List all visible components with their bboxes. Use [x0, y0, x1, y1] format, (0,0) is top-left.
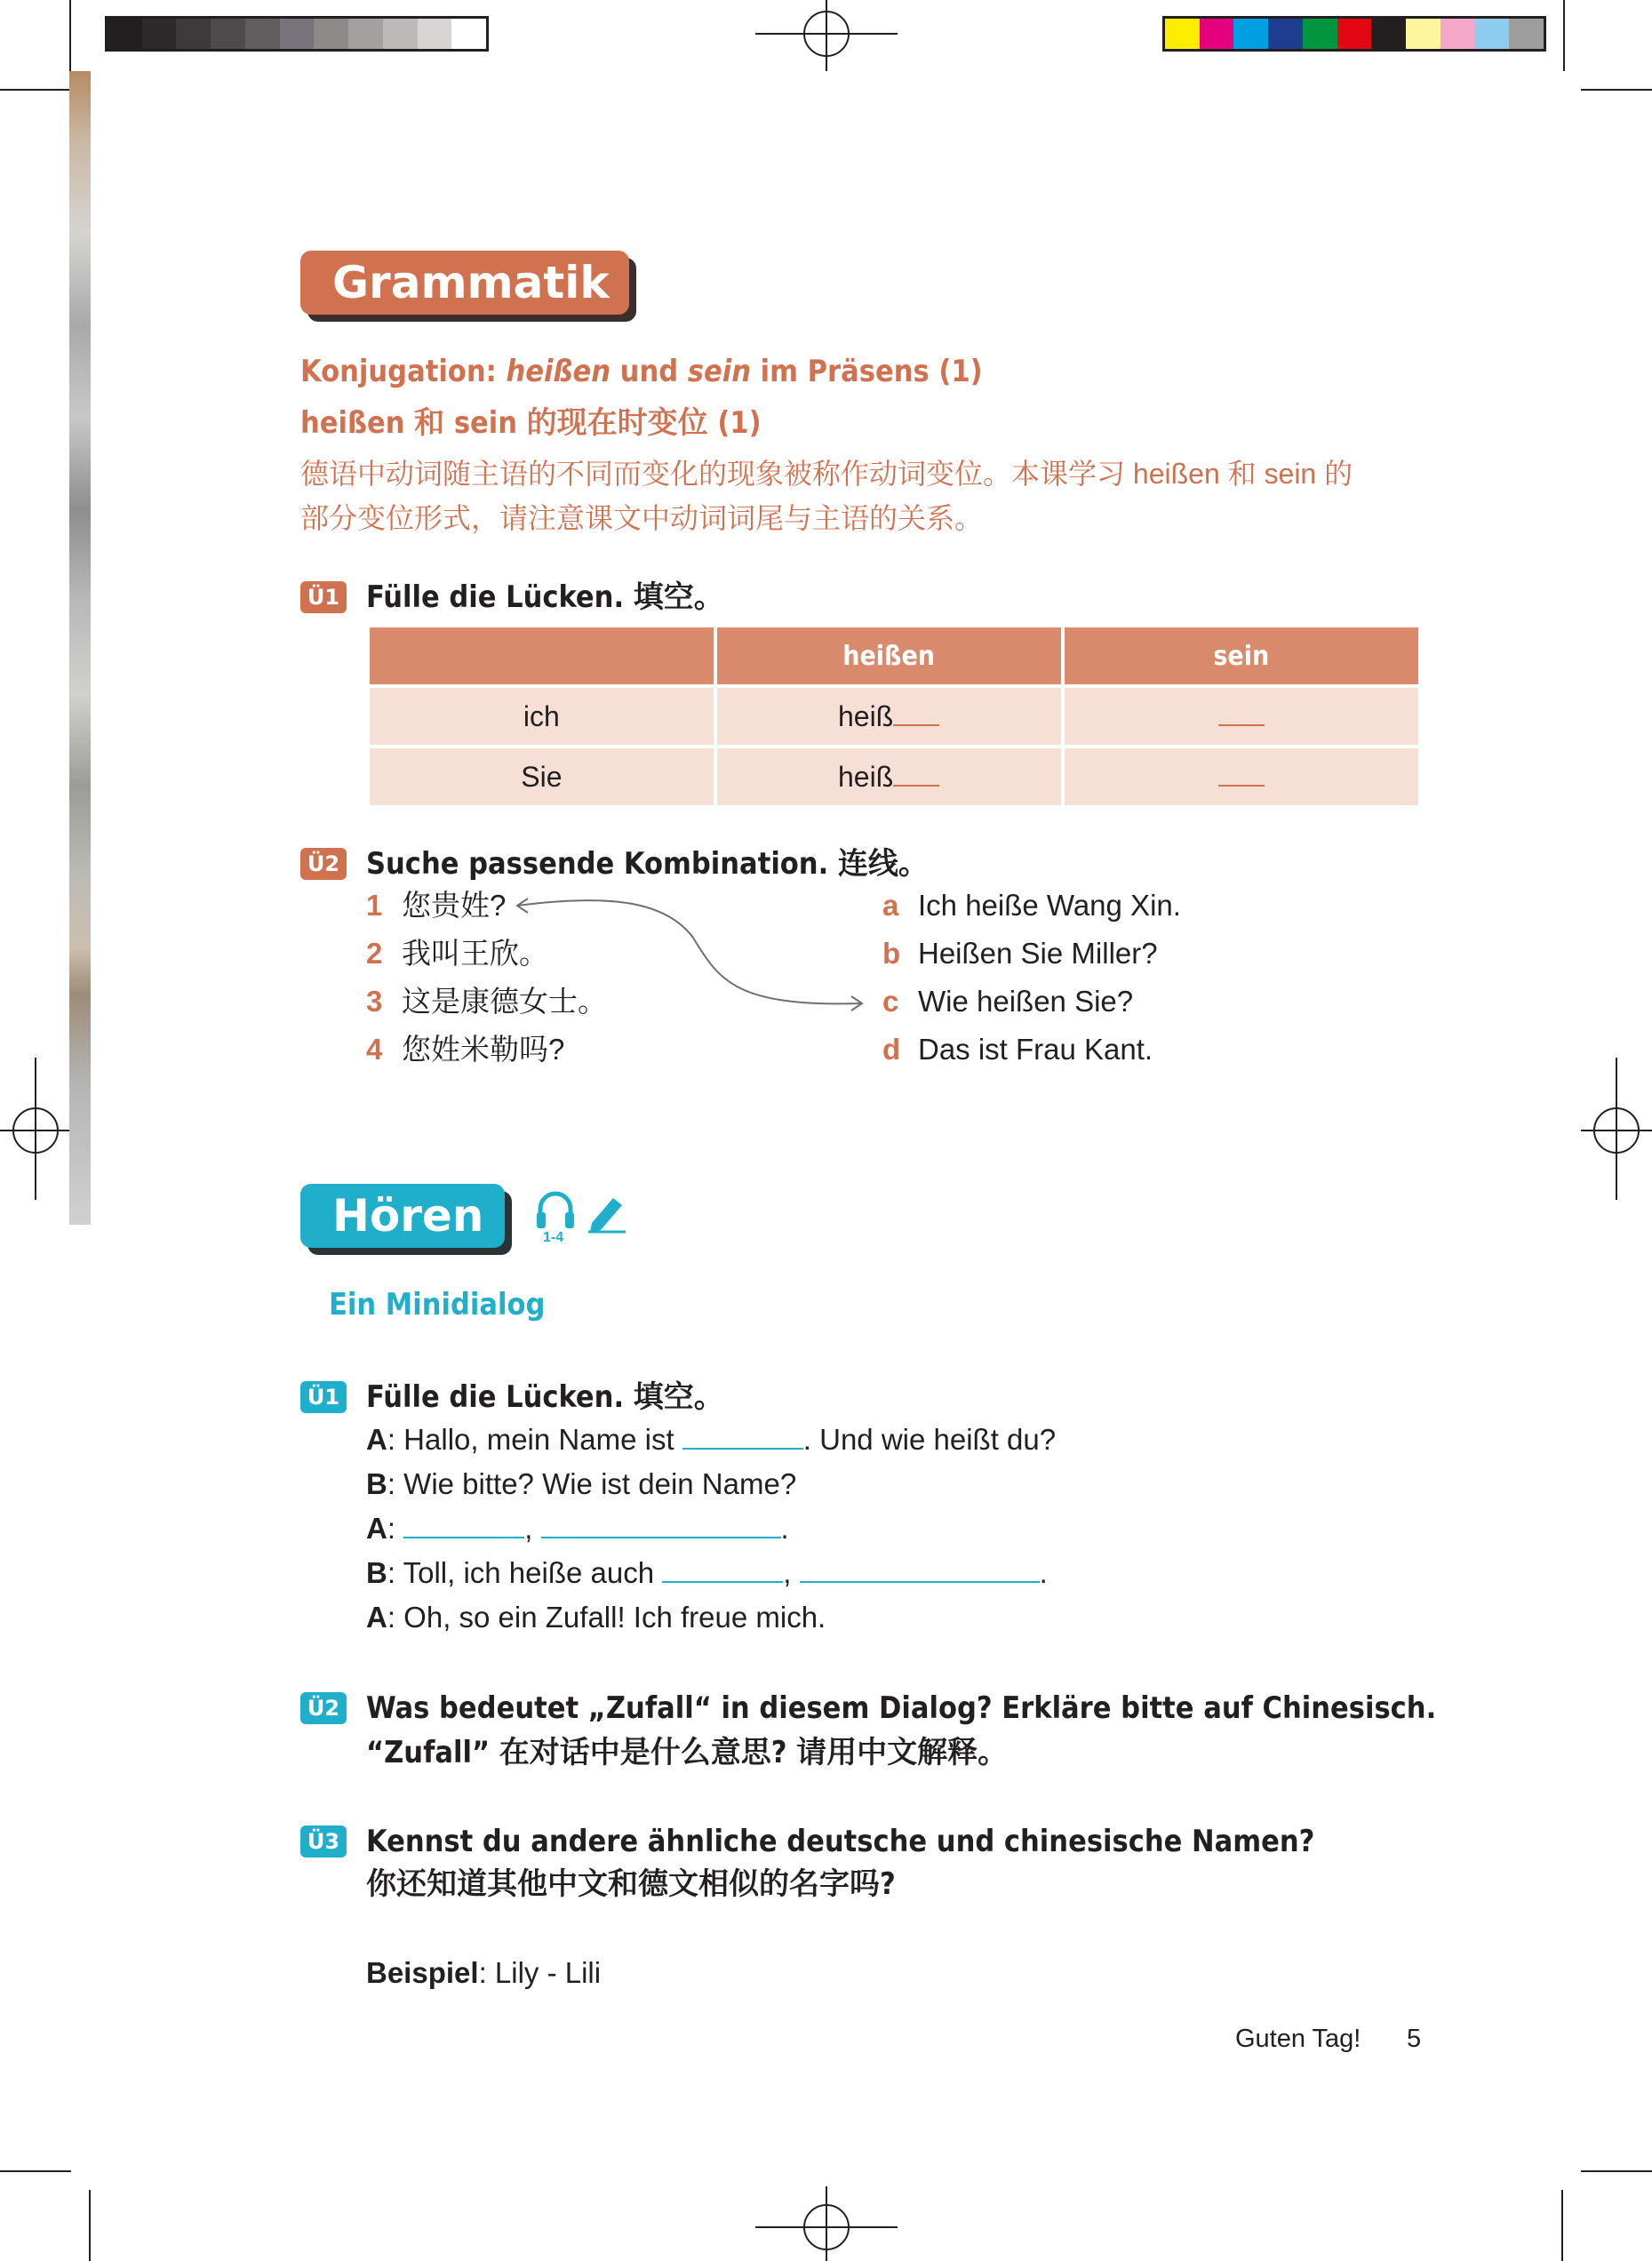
conjugation-table — [366, 624, 1422, 809]
color-patch — [1441, 19, 1475, 49]
verb-stem: heiß — [838, 760, 894, 793]
fill-blank[interactable] — [682, 1421, 803, 1450]
item-text: Das ist Frau Kant. — [918, 1033, 1153, 1066]
dialog-line — [366, 1418, 1056, 1462]
match-right-item[interactable] — [882, 934, 1158, 973]
line-text: : Wie bitte? Wie ist dein Name? — [387, 1467, 797, 1500]
color-patch — [348, 19, 383, 49]
item-text: 这是康德女士。 — [402, 985, 607, 1018]
pencil-icon — [585, 1191, 627, 1234]
color-patch — [1268, 19, 1303, 49]
crop-mark — [69, 0, 71, 71]
item-text: Wie heißen Sie? — [918, 985, 1134, 1018]
fill-blank[interactable] — [893, 701, 939, 726]
exercise-badge: Ü3 — [300, 1826, 347, 1858]
match-right-item[interactable] — [882, 982, 1133, 1021]
speaker: A — [366, 1512, 387, 1545]
heissen-cell — [717, 688, 1061, 745]
line-text: : Hallo, mein Name ist — [387, 1423, 682, 1456]
match-left-item[interactable] — [366, 1030, 564, 1069]
verb-stem: heiß — [838, 699, 894, 732]
fill-blank[interactable] — [800, 1554, 1040, 1583]
color-patch — [418, 19, 452, 49]
subject-cell: Sie — [370, 748, 714, 805]
color-patch — [1165, 19, 1200, 49]
exercise-title: Was bedeutet „Zufall“ in diesem Dialog? Erkläre bitte auf Chinesisch. — [366, 1690, 1437, 1726]
table-header: heißen — [717, 627, 1061, 684]
color-patch — [1371, 19, 1406, 49]
dialog-line: B: Toll, ich heiße auch , . — [366, 1556, 1048, 1589]
line-text: . Und wie heißt du? — [802, 1423, 1057, 1456]
grammatik-banner: Grammatik — [300, 251, 629, 315]
item-text: Ich heiße Wang Xin. — [918, 889, 1181, 922]
item-text: 我叫王欣。 — [402, 937, 548, 970]
exercise-title: Suche passende Kombination. 连线。 — [366, 846, 929, 882]
heading-verb-sein: sein — [687, 354, 752, 389]
registration-mark-line — [826, 2186, 827, 2261]
crop-mark — [1581, 89, 1652, 91]
item-number: 3 — [366, 985, 383, 1018]
fill-blank[interactable] — [403, 1510, 524, 1538]
color-patch — [1303, 19, 1337, 49]
fill-blank[interactable] — [893, 762, 939, 787]
fill-blank[interactable] — [662, 1554, 783, 1583]
line-text: : Oh, so ein Zufall! Ich freue mich. — [387, 1601, 826, 1634]
match-right-item[interactable] — [882, 1030, 1153, 1069]
crop-mark — [0, 2170, 71, 2172]
color-patch — [383, 19, 418, 49]
sein-cell — [1065, 688, 1419, 745]
item-text: 您姓米勒吗? — [402, 1033, 565, 1066]
item-letter: d — [882, 1033, 901, 1066]
fill-blank[interactable] — [1218, 762, 1265, 787]
table-header-row — [370, 627, 1418, 684]
color-patch — [1509, 19, 1544, 49]
table-row — [370, 688, 1418, 745]
exercise-badge: Ü2 — [300, 848, 347, 880]
color-patch — [1337, 19, 1372, 49]
crop-mark — [89, 2190, 91, 2261]
example-text: : Lily - Lili — [478, 1956, 602, 1989]
crop-mark — [0, 89, 71, 91]
bleed-photo-strip — [69, 71, 91, 1225]
item-number: 1 — [366, 889, 383, 922]
headphones-icon[interactable] — [533, 1189, 578, 1234]
color-patch — [314, 19, 348, 49]
grayscale-bar — [105, 16, 489, 52]
exercise-title-chinese: 你还知道其他中文和德文相似的名字吗? — [366, 1866, 896, 1902]
table-header — [370, 627, 714, 684]
hoeren-subtitle: Ein Minidialog — [329, 1287, 546, 1322]
exercise-badge: Ü1 — [300, 581, 347, 613]
match-left-item[interactable] — [366, 886, 506, 925]
speaker: B — [366, 1467, 387, 1500]
heading-mid: und — [611, 354, 688, 389]
exercise-badge: Ü2 — [300, 1692, 347, 1724]
item-letter: c — [882, 985, 899, 1018]
grammar-heading-chinese: heißen 和 sein 的现在时变位 (1) — [300, 405, 762, 441]
color-patch — [142, 19, 177, 49]
audio-track-number: 1-4 — [543, 1230, 564, 1245]
exercise-title-chinese: “Zufall” 在对话中是什么意思? 请用中文解释。 — [366, 1735, 1009, 1770]
heissen-cell — [717, 748, 1061, 805]
color-patch — [451, 19, 486, 49]
exercise-title: Fülle die Lücken. 填空。 — [366, 1379, 724, 1415]
color-patch — [1406, 19, 1441, 49]
fill-blank[interactable] — [541, 1510, 781, 1538]
table-row — [370, 748, 1418, 805]
grammar-heading — [300, 354, 983, 389]
example-connector-arrow — [507, 893, 880, 1022]
speaker: A — [366, 1601, 387, 1634]
color-patch — [1475, 19, 1510, 49]
table-header: sein — [1065, 627, 1419, 684]
speaker: A — [366, 1423, 387, 1456]
example-line — [366, 1951, 601, 1995]
item-number: 4 — [366, 1033, 383, 1066]
item-text: 您贵姓? — [402, 889, 507, 922]
running-footer-title: Guten Tag! — [1235, 2025, 1361, 2053]
match-right-item[interactable] — [882, 886, 1181, 925]
crop-mark — [1563, 0, 1565, 71]
item-text: Heißen Sie Miller? — [918, 937, 1158, 970]
subject-cell: ich — [370, 688, 714, 745]
item-letter: a — [882, 889, 899, 922]
speaker: B — [366, 1556, 387, 1589]
color-patch — [1233, 19, 1268, 49]
crop-mark — [1561, 2190, 1563, 2261]
heading-suffix: im Präsens (1) — [751, 354, 983, 389]
registration-mark-line — [1616, 1058, 1617, 1200]
heading-prefix: Konjugation: — [300, 354, 507, 389]
exercise-title: Fülle die Lücken. 填空。 — [366, 579, 724, 615]
color-patch — [245, 19, 280, 49]
color-patch — [176, 19, 211, 49]
dialog-line — [366, 1595, 826, 1640]
color-bar — [1162, 16, 1546, 52]
exercise-badge: Ü1 — [300, 1381, 347, 1413]
fill-blank[interactable] — [1218, 701, 1265, 726]
registration-mark-line — [826, 0, 827, 71]
color-patch — [1200, 19, 1234, 49]
dialog-line — [366, 1462, 796, 1506]
exercise-title: Kennst du andere ähnliche deutsche und chinesische Namen? — [366, 1824, 1315, 1859]
dialog-line: A: , . — [366, 1512, 789, 1545]
color-patch — [211, 19, 245, 49]
sein-cell — [1065, 748, 1419, 805]
hoeren-banner: Hören — [300, 1184, 505, 1248]
item-letter: b — [882, 937, 901, 970]
grammar-intro-line1: 德语中动词随主语的不同而变化的现象被称作动词变位。本课学习 heißen 和 sein 的 — [300, 458, 1353, 490]
crop-mark — [1581, 2170, 1652, 2172]
heading-verb-heissen: heißen — [506, 354, 611, 389]
line-text: : — [387, 1512, 396, 1545]
registration-mark-line — [35, 1058, 36, 1200]
line-text: : Toll, ich heiße auch — [387, 1556, 655, 1589]
example-label: Beispiel — [366, 1956, 479, 1989]
item-number: 2 — [366, 937, 383, 970]
color-patch — [108, 19, 142, 49]
page-number: 5 — [1407, 2025, 1422, 2053]
color-patch — [280, 19, 315, 49]
grammar-intro-line2: 部分变位形式，请注意课文中动词词尾与主语的关系。 — [300, 502, 984, 534]
